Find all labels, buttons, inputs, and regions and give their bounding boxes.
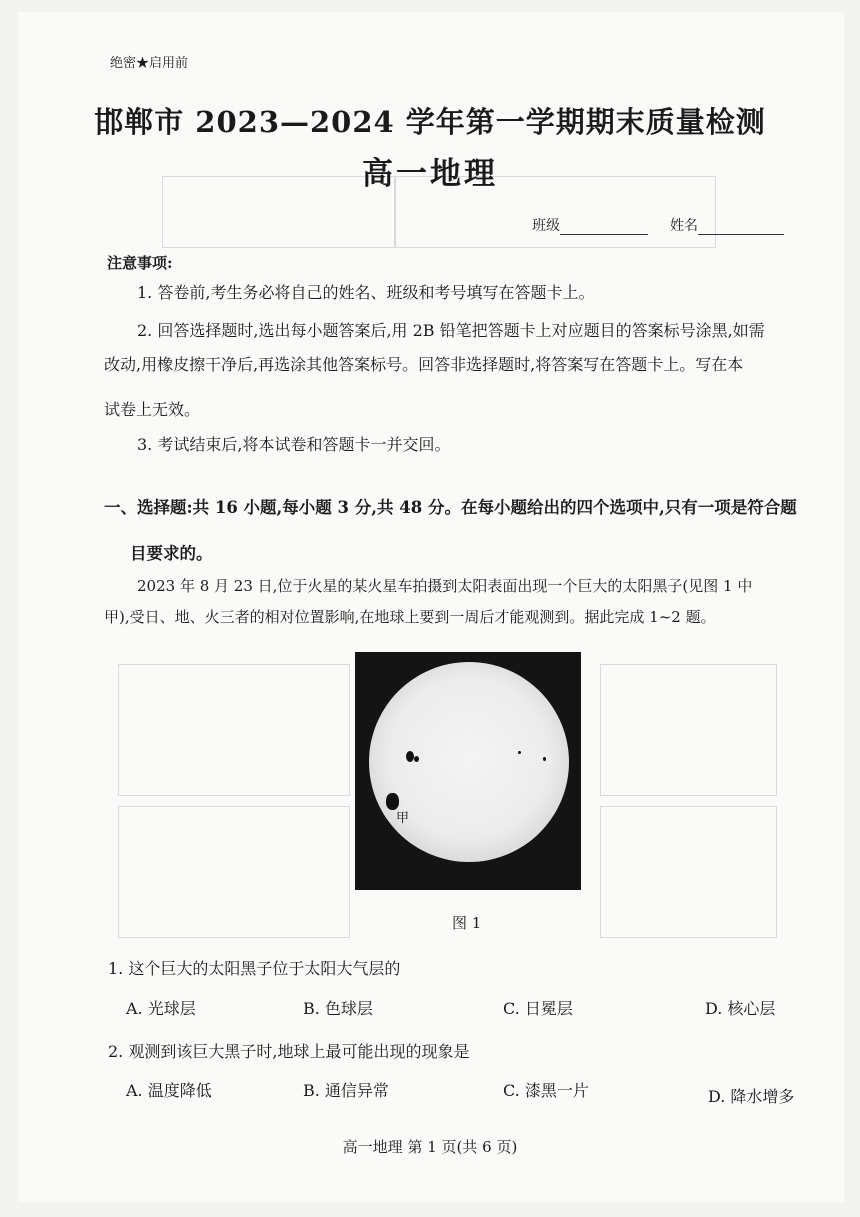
sun-photo xyxy=(355,652,581,890)
notice-item-2-cont: 改动,用橡皮擦干净后,再选涂其他答案标号。回答非选择题时,将答案写在答题卡上。写在本 xyxy=(104,355,744,374)
exam-subject: 高一地理 xyxy=(362,156,498,192)
sunspot xyxy=(406,751,414,762)
notice-item-2: 2. 回答选择题时,选出每小题答案后,用 2B 铅笔把答题卡上对应题目的答案标号涂黑,如需 xyxy=(137,321,765,340)
question-1-stem: 1. 这个巨大的太阳黑子位于太阳大气层的 xyxy=(108,959,401,978)
question-intro-cont: 甲),受日、地、火三者的相对位置影响,在地球上要到一周后才能观测到。据此完成 1~2 题。 xyxy=(104,608,716,626)
question-2-option-b: B. 通信异常 xyxy=(303,1081,389,1100)
notice-item-1: 1. 答卷前,考生务必将自己的姓名、班级和考号填写在答题卡上。 xyxy=(137,283,595,302)
sun-disk xyxy=(369,662,569,862)
name-label: 姓名 xyxy=(670,218,698,234)
section-heading: 一、选择题:共 16 小题,每小题 3 分,共 48 分。在每小题给出的四个选项中,只有一项是符合题 xyxy=(104,498,797,517)
figure-caption: 图 1 xyxy=(452,914,482,932)
class-field xyxy=(532,215,648,235)
question-2-stem: 2. 观测到该巨大黑子时,地球上最可能出现的现象是 xyxy=(108,1042,470,1061)
notice-item-3: 3. 考试结束后,将本试卷和答题卡一并交回。 xyxy=(137,435,451,454)
class-blank xyxy=(560,233,648,235)
question-1-option-b: B. 色球层 xyxy=(303,999,373,1018)
notice-item-2-end: 试卷上无效。 xyxy=(104,400,201,419)
sunspot xyxy=(518,751,521,754)
page-footer: 高一地理 第 1 页(共 6 页) xyxy=(342,1138,518,1156)
question-2-option-d: D. 降水增多 xyxy=(708,1087,795,1106)
exam-title: 邯郸市 2023—2024 学年第一学期期末质量检测 xyxy=(94,105,766,139)
question-1-option-a: A. 光球层 xyxy=(126,999,196,1018)
question-1-option-c: C. 日冕层 xyxy=(503,999,573,1018)
class-label: 班级 xyxy=(532,218,560,234)
secret-mark: 绝密★启用前 xyxy=(110,56,189,71)
sunspot xyxy=(414,756,419,762)
name-blank xyxy=(698,233,784,235)
notice-title: 注意事项: xyxy=(107,254,173,272)
sunspot-label: 甲 xyxy=(396,811,410,826)
question-1-option-d: D. 核心层 xyxy=(705,999,776,1018)
sunspot xyxy=(543,757,546,761)
question-2-option-a: A. 温度降低 xyxy=(126,1081,212,1100)
question-2-option-c: C. 漆黑一片 xyxy=(503,1081,589,1100)
name-field xyxy=(670,215,784,235)
question-intro: 2023 年 8 月 23 日,位于火星的某火星车拍摄到太阳表面出现一个巨大的太阳黑子(见图 1 中 xyxy=(137,577,753,595)
section-heading-cont: 目要求的。 xyxy=(130,544,213,563)
